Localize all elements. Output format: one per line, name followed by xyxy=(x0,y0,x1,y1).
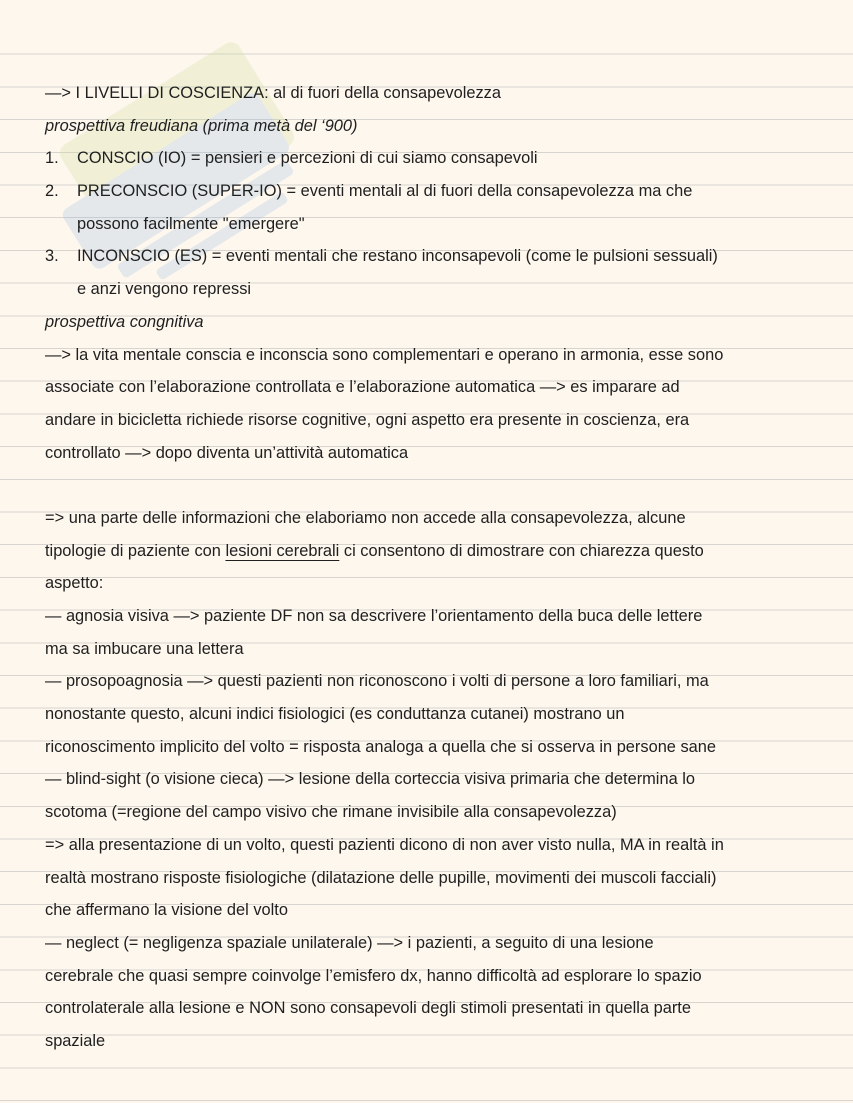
list-text-continuation: e anzi vengono repressi xyxy=(77,280,252,299)
text-line: — neglect (= negligenza spaziale unilaterale) —> i pazienti, a seguito di una lesione xyxy=(45,933,654,952)
list-text: CONSCIO (IO) = pensieri e percezioni di cui siamo consapevoli xyxy=(77,149,538,168)
text-line: realtà mostrano risposte fisiologiche (dilatazione delle pupille, movimenti dei muscoli facciali) xyxy=(45,868,717,887)
text-line: ma sa imbucare una lettera xyxy=(45,639,244,658)
text-line: aspetto: xyxy=(45,574,104,593)
text-line: riconoscimento implicito del volto = risposta analoga a quella che si osserva in persone sane xyxy=(45,737,717,756)
text-line: nonostante questo, alcuni indici fisiologici (es conduttanza cutanei) mostrano un xyxy=(45,705,625,724)
list-text: PRECONSCIO (SUPER-IO) = eventi mentali al di fuori della consapevolezza ma che xyxy=(77,182,693,201)
underlined-term: lesioni cerebrali xyxy=(225,541,340,560)
text-line: associate con l’elaborazione controllata e l’elaborazione automatica —> es imparare ad xyxy=(45,378,680,397)
text-line: spaziale xyxy=(45,1031,106,1050)
freud-section-title: prospettiva freudiana (prima metà del ‘900) xyxy=(45,116,358,135)
text-line: andare in bicicletta richiede risorse cognitive, ogni aspetto era presente in coscienza, era xyxy=(45,410,690,429)
text-line: — blind-sight (o visione cieca) —> lesione della corteccia visiva primaria che determina lo xyxy=(45,770,695,789)
text-line xyxy=(45,535,820,568)
text-segment: tipologie di paziente con xyxy=(45,541,226,560)
blank-line xyxy=(45,469,820,502)
text-line: controllato —> dopo diventa un’attività automatica xyxy=(45,443,409,462)
list-item-preconscio xyxy=(45,175,820,208)
text-line: —> la vita mentale conscia e inconscia sono complementari e operano in armonia, esse sono xyxy=(45,345,724,364)
document-body xyxy=(45,77,820,1058)
text-line: — prosopoagnosia —> questi pazienti non riconoscono i volti di persone a loro familiari, ma xyxy=(45,672,709,691)
list-number: 3. xyxy=(45,247,59,266)
text-line: che affermano la visione del volto xyxy=(45,901,288,920)
list-text-continuation: possono facilmente "emergere" xyxy=(77,214,305,233)
list-item-inconscio xyxy=(45,240,820,273)
list-text: INCONSCIO (ES) = eventi mentali che restano inconsapevoli (come le pulsioni sessuali) xyxy=(77,247,718,266)
text-line: => una parte delle informazioni che elaboriamo non accede alla consapevolezza, alcune xyxy=(45,508,686,527)
cognitive-section-title: prospettiva congnitiva xyxy=(45,312,204,331)
text-line: cerebrale che quasi sempre coinvolge l’emisfero dx, hanno difficoltà ad esplorare lo spazio xyxy=(45,966,702,985)
list-item-conscio xyxy=(45,142,820,175)
text-line: controlaterale alla lesione e NON sono consapevoli degli stimoli presentati in quella parte xyxy=(45,999,691,1018)
text-line: — agnosia visiva —> paziente DF non sa descrivere l’orientamento della buca delle lettere xyxy=(45,607,703,625)
heading: —> I LIVELLI DI COSCIENZA: al di fuori della consapevolezza xyxy=(45,84,501,102)
text-line: => alla presentazione di un volto, questi pazienti dicono di non aver visto nulla, MA in realtà in xyxy=(45,835,724,854)
text-line: scotoma (=regione del campo visivo che rimane invisibile alla consapevolezza) xyxy=(45,803,617,822)
list-number: 2. xyxy=(45,182,59,201)
text-segment: ci consentono di dimostrare con chiarezza questo xyxy=(339,541,704,560)
list-number: 1. xyxy=(45,149,59,168)
